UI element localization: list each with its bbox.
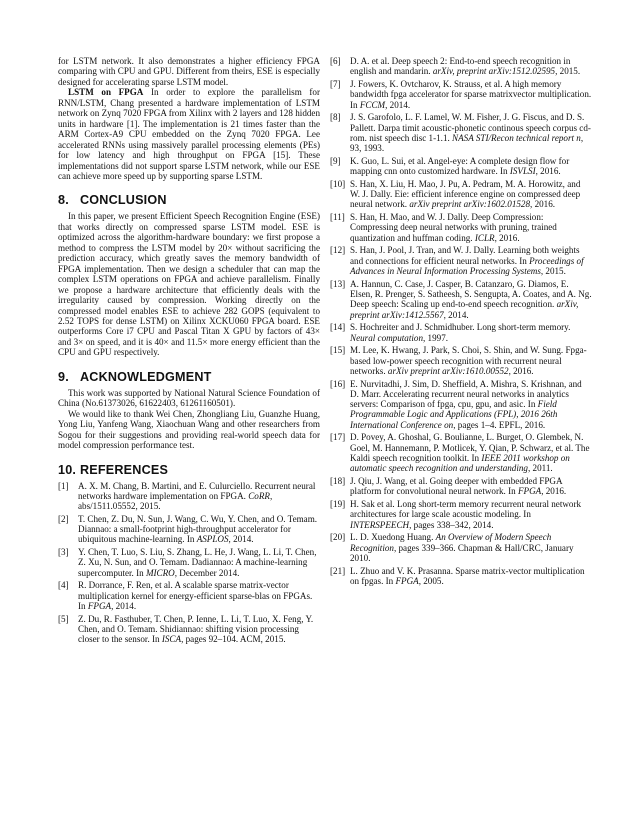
reference-text [350, 279, 592, 320]
reference-venue: FPGA [517, 486, 542, 497]
reference-list-right [330, 56, 592, 586]
reference-item [330, 432, 592, 473]
reference-item [58, 547, 320, 578]
reference-item [330, 345, 592, 376]
reference-tail: , 2016. [541, 486, 567, 497]
reference-venue: MICRO [145, 567, 175, 578]
section-title: ACKNOWLEDGMENT [80, 369, 212, 384]
reference-tail: , December 2014. [174, 567, 240, 578]
reference-body: D. Povey, A. Ghoshal, G. Boulianne, L. Burget, O. Glembek, N. Goel, M. Hannemann, P. Motlicek, Y. Qian, P. Schwarz, et al. The Kaldi speech recognition toolkit. In [350, 432, 590, 463]
reference-text [350, 566, 592, 587]
reference-text [350, 499, 592, 530]
reference-number: [12] [330, 245, 346, 256]
reference-text [350, 345, 592, 376]
reference-tail: , 2016. [494, 232, 520, 243]
reference-item [58, 481, 320, 512]
section-number: 8. [58, 193, 69, 208]
reference-venue: Field Programmable Logic and Applications (FPL), 2016 26th International Conference on [350, 399, 558, 430]
reference-text [350, 79, 592, 110]
reference-venue: arXiv, preprint arXiv:1512.02595 [432, 66, 556, 77]
conclusion-heading [58, 193, 320, 207]
reference-number: [8] [330, 112, 341, 123]
reference-text [78, 547, 320, 578]
reference-venue: INTERSPEECH [350, 519, 410, 530]
reference-body: L. Zhuo and V. K. Prasanna. Sparse matrix-vector multiplication on fpgas. In [350, 565, 585, 586]
reference-venue: Proceedings of Advances in Neural Information Processing Systems [350, 255, 584, 276]
acknowledgment-paragraph-1: This work was supported by National Natural Science Foundation of China (No.61373026, 61622403, 61261160501). [58, 387, 320, 409]
reference-number: [15] [330, 345, 346, 356]
reference-text [350, 379, 592, 430]
section-title: CONCLUSION [80, 193, 167, 208]
reference-body: J. S. Garofolo, L. F. Lamel, W. M. Fisher, J. G. Fiscus, and D. S. Pallett. Darpa timit acoustic-phonetic continous speech corpus cd-rom. nist speech disc 1-1.1. [350, 112, 591, 143]
reference-tail: , 2015. [555, 66, 581, 77]
reference-tail: , 1997. [423, 332, 449, 343]
reference-text [78, 614, 320, 645]
reference-tail: , 2014. [385, 99, 411, 110]
reference-item [330, 179, 592, 210]
conclusion-paragraph: In this paper, we present Efficient Speech Recognition Engine (ESE) that works directly on compressed sparse LSTM model. ESE is optimized across the algorithm-hardware boundary: we first propose a method to compress the LSTM model by 20× without sacrificing the prediction accuracy, which greatly saves the memory bandwidth of FPGA implementation. Then we design a scheduler that can map the complex LSTM operations on FPGA and achieve parallelism. Finally we propose a hardware architecture that efficiently deals with the irregularity caused by compression. Working directly on the compressed model enables ESE to achieve 282 GOPS (equivalent to 2.52 TOPS for dense LSTM) on Xilinx XCKU060 FPGA board. ESE outperforms Core i7 CPU and Pascal Titan X GPU by factors of 43× and 3× on speed, and it is 40× and 11.5× more energy efficient than the CPU and GPU respectively. [58, 211, 320, 358]
reference-tail: , 2015. [540, 265, 566, 276]
reference-text [350, 156, 592, 177]
reference-number: [6] [330, 56, 341, 66]
reference-tail: , 93, 1993. [350, 132, 584, 154]
reference-tail: , pages 338–342, 2014. [409, 519, 494, 530]
reference-venue: arXiv preprint arXiv:1602.01528 [409, 199, 531, 210]
reference-item [58, 580, 320, 611]
section-number: 9. [58, 369, 69, 384]
reference-venue: An Overview of Modern Speech Recognition [350, 532, 552, 553]
reference-number: [3] [58, 547, 69, 558]
reference-text [350, 179, 592, 210]
reference-tail: , 2014. [111, 600, 137, 611]
reference-venue: ICLR [474, 232, 495, 243]
reference-tail: , pages 339–366. Chapman & Hall/CRC, January 2010. [350, 542, 574, 563]
reference-item [330, 79, 592, 110]
section-number: 10. [58, 462, 77, 477]
reference-tail: , pages 92–104. ACM, 2015. [181, 634, 286, 645]
reference-body: E. Nurvitadhi, J. Sim, D. Sheffield, A. Mishra, S. Krishnan, and D. Marr. Accelerating recurrent neural networks in analytics servers: Comparison of fpga, cpu, gpu, and asic. In [350, 378, 582, 410]
reference-venue: Neural computation [350, 332, 423, 343]
reference-tail: , abs/1511.05552, 2015. [78, 490, 273, 512]
reference-body: Y. Chen, T. Luo, S. Liu, S. Zhang, L. He, J. Wang, L. Li, T. Chen, Z. Xu, N. Sun, and O. Temam. Dadiannao: A machine-learning supercomputer. In [78, 547, 317, 578]
reference-item [330, 112, 592, 153]
reference-venue: NASA STI/Recon technical report n [452, 132, 581, 143]
reference-item [330, 279, 592, 320]
reference-text [350, 245, 592, 276]
reference-number: [13] [330, 278, 346, 289]
reference-body: J. Qiu, J. Wang, et al. Going deeper with embedded FPGA platform for convolutional neural network. In [350, 475, 563, 497]
reference-tail: , 2016. [508, 365, 534, 376]
reference-number: [11] [330, 212, 345, 223]
reference-body: Z. Du, R. Fasthuber, T. Chen, P. Ienne, L. Li, T. Luo, X. Feng, Y. Chen, and O. Temam. Shidiannao: shifting vision processing closer to the sensor. In [78, 613, 314, 645]
reference-body: J. Fowers, K. Ovtcharov, K. Strauss, et al. A high memory bandwidth fpga accelerator for sparse matrixvector multiplication. In [350, 78, 592, 110]
reference-body: A. X. M. Chang, B. Martini, and E. Culurciello. Recurrent neural networks hardware implementation on FPGA. [78, 480, 316, 501]
reference-number: [7] [330, 78, 341, 89]
lstm-fpga-text: In order to explore the parallelism for RNN/LSTM, Chang presented a hardware implementation of LSTM network on Zynq 7020 FPGA from Xilinx with 2 layers and 128 hidden units in hardware [1]. The implementation is 21 times faster than the ARM Cortex-A9 CPU embedded on the Zynq 7020 FPGA. Lee accelerated RNNs using massively parallel processing elements (PEs) for low latency and high throughput on FPGA [15]. These implementations did not support sparse LSTM network, while our ESE can achieve more speed up by supporting sparse LSTM. [58, 87, 321, 181]
reference-venue: ASPLOS [196, 534, 229, 545]
reference-venue: IEEE 2011 workshop on automatic speech recognition and understanding [350, 452, 570, 474]
reference-text [350, 322, 592, 343]
reference-tail: , 2011. [527, 463, 553, 474]
reference-item [58, 514, 320, 545]
reference-text [78, 514, 320, 545]
reference-tail: , 2014. [443, 309, 469, 320]
reference-text [350, 476, 592, 497]
reference-text [350, 56, 592, 77]
reference-venue: ISVLSI [509, 166, 536, 177]
reference-text [350, 432, 592, 473]
reference-body: T. Chen, Z. Du, N. Sun, J. Wang, C. Wu, Y. Chen, and O. Temam. Diannao: a small-footprint high-throughput accelerator for ubiquitous machine-learning. In [78, 513, 318, 545]
reference-text [350, 212, 592, 243]
reference-item [330, 156, 592, 177]
reference-text [78, 580, 320, 611]
lstm-fpga-heading: LSTM on FPGA [68, 87, 144, 98]
reference-body: R. Dorrance, F. Ren, et al. A scalable sparse matrix-vector multiplication kernel for energy-efficient sparse-blas on FPGAs. In [78, 580, 313, 611]
reference-number: [20] [330, 532, 346, 543]
reference-tail: , 2005. [418, 575, 444, 586]
lstm-fpga-paragraph [58, 87, 320, 181]
reference-item [330, 322, 592, 343]
reference-body: S. Han, X. Liu, H. Mao, J. Pu, A. Pedram, M. A. Horowitz, and W. J. Dally. Eie: efficient inference engine on compressed deep neural network. [350, 178, 581, 210]
reference-tail: , pages 1–4. EPFL, 2016. [453, 419, 546, 430]
reference-body: M. Lee, K. Hwang, J. Park, S. Choi, S. Shin, and W. Sung. Fpga-based low-power speech recognition with recurrent neural networks. [350, 345, 587, 376]
reference-body: S. Hochreiter and J. Schmidhuber. Long short-term memory. [350, 322, 571, 333]
reference-body: H. Sak et al. Long short-term memory recurrent neural network architectures for large scale acoustic modeling. In [350, 498, 582, 520]
reference-number: [4] [58, 580, 69, 591]
reference-tail: , 2016. [535, 166, 561, 177]
reference-number: [21] [330, 565, 346, 576]
reference-body: D. A. et al. Deep speech 2: End-to-end speech recognition in english and mandarin. [350, 56, 571, 77]
acknowledgment-heading [58, 370, 320, 384]
reference-text [350, 532, 592, 563]
reference-number: [10] [330, 178, 346, 189]
reference-body: L. D. Xuedong Huang. [350, 532, 434, 543]
reference-body: A. Hannun, C. Case, J. Casper, B. Catanzaro, G. Diamos, E. Elsen, R. Prenger, S. Satheesh, S. Sengupta, A. Coates, and A. Ng. Deep speech: Scaling up end-to-end speech recognition. [350, 278, 592, 310]
reference-item [330, 532, 592, 563]
reference-body: K. Guo, L. Sui, et al. Angel-eye: A complete design flow for mapping cnn onto customized hardware. In [350, 155, 570, 177]
reference-item [330, 566, 592, 587]
reference-venue: arXiv preprint arXiv:1610.00552 [387, 365, 509, 376]
reference-number: [2] [58, 513, 69, 524]
reference-number: [14] [330, 322, 346, 333]
references-heading [58, 463, 320, 477]
reference-item [330, 212, 592, 243]
reference-venue: arXiv, preprint arXiv:1412.5567 [350, 299, 579, 320]
reference-number: [5] [58, 613, 69, 624]
reference-item [330, 245, 592, 276]
reference-body: S. Han, H. Mao, and W. J. Dally. Deep Compression: Compressing deep neural networks with pruning, trained quantization and huffman coding. [350, 212, 557, 243]
reference-list-left [58, 481, 320, 645]
acknowledgment-paragraph-2: We would like to thank Wei Chen, Zhongliang Liu, Guanzhe Huang, Yong Liu, Yanfeng Wang, Xiaochuan Wang and other researchers from Sogou for their suggestions and providing real-world speech data for model compression performance test. [58, 408, 320, 451]
reference-venue: FPGA [395, 575, 419, 586]
reference-venue: FCCM [359, 99, 386, 110]
reference-body: S. Han, J. Pool, J. Tran, and W. J. Dally. Learning both weights and connections for efficient neural networks. In [350, 245, 580, 266]
section-title: REFERENCES [80, 462, 169, 477]
reference-text [350, 112, 592, 153]
reference-number: [19] [330, 498, 346, 509]
reference-tail: , 2016. [530, 199, 556, 210]
reference-item [330, 379, 592, 430]
reference-item [330, 56, 592, 77]
reference-number: [1] [58, 480, 69, 491]
reference-venue: ISCA [161, 634, 182, 645]
reference-number: [16] [330, 378, 346, 389]
reference-tail: , 2014. [228, 534, 254, 545]
reference-text [78, 481, 320, 512]
reference-number: [18] [330, 475, 346, 486]
related-work-tail-paragraph: for LSTM network. It also demonstrates a higher efficiency FPGA comparing with CPU and GPU. Different from theirs, ESE is especially designed for accelerating sparse LSTM model. [58, 56, 320, 87]
reference-venue: CoRR [248, 490, 270, 501]
reference-number: [9] [330, 155, 341, 166]
reference-item [330, 476, 592, 497]
reference-venue: FPGA [87, 600, 112, 611]
left-column [58, 56, 320, 647]
reference-number: [17] [330, 432, 346, 443]
right-column [330, 56, 592, 589]
reference-item [330, 499, 592, 530]
reference-item [58, 614, 320, 645]
